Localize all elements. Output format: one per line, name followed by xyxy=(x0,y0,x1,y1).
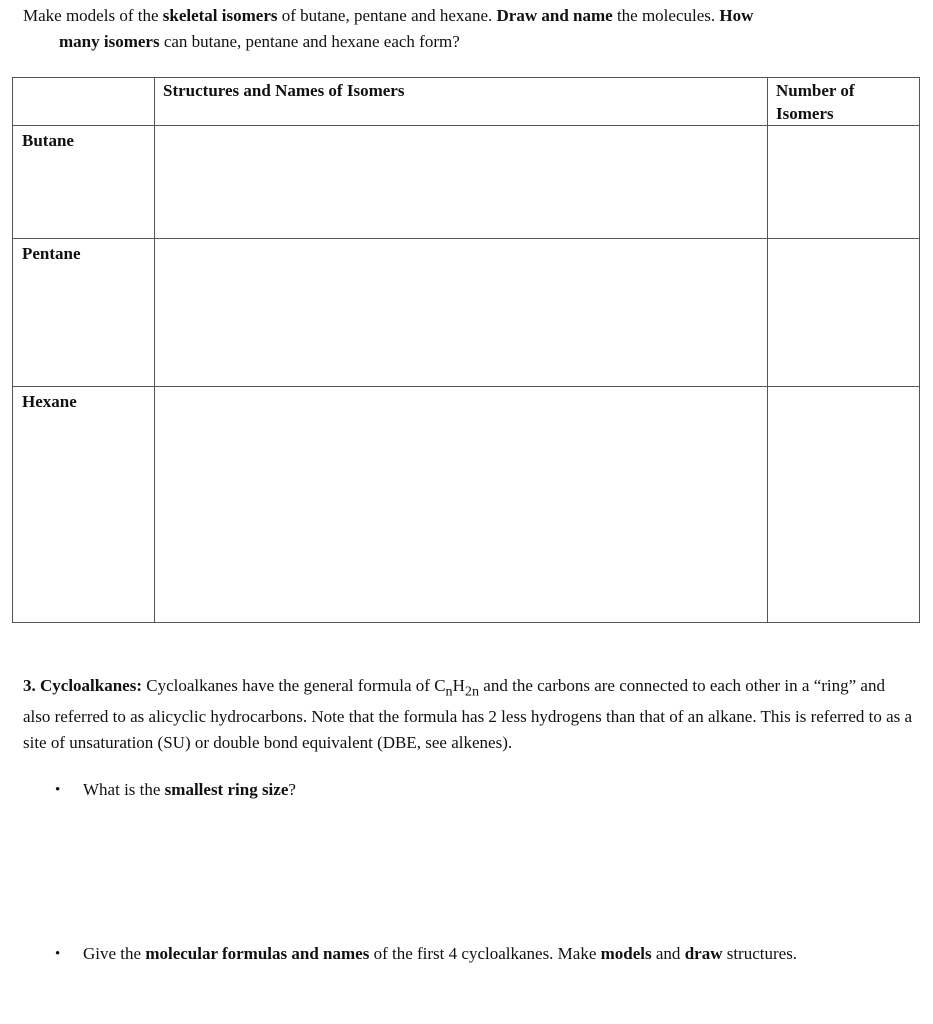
intro-text: the molecules. xyxy=(612,6,720,25)
intro-bold-how: How xyxy=(719,6,754,25)
isomers-table xyxy=(12,77,920,623)
intro-bold-many-isomers: many isomers xyxy=(59,32,160,51)
table-row xyxy=(13,387,920,623)
bullet-icon: • xyxy=(55,782,61,798)
question-first-four-cycloalkanes: • Give the molecular formulas and names of the first 4 cycloalkanes. Make models and draw structures. xyxy=(55,941,875,967)
intro-text: can butane, pentane and hexane each form? xyxy=(159,32,460,51)
header-cell-number: Number of Isomers xyxy=(768,78,920,126)
header-cell-structures: Structures and Names of Isomers xyxy=(155,78,768,126)
table-header-row xyxy=(13,78,920,126)
structures-cell-butane[interactable] xyxy=(155,126,768,239)
intro-bold-skeletal-isomers: skeletal isomers xyxy=(162,6,278,25)
structures-cell-pentane[interactable] xyxy=(155,239,768,387)
intro-text: of butane, pentane and hexane. xyxy=(277,6,497,25)
bullet-icon: • xyxy=(55,946,61,962)
intro-text: Make models of the xyxy=(23,6,163,25)
instructions-paragraph xyxy=(23,3,913,55)
table-row xyxy=(13,239,920,387)
cycloalkanes-heading: 3. Cycloalkanes: xyxy=(23,676,142,695)
question-smallest-ring: • What is the smallest ring size? xyxy=(55,777,875,803)
count-cell-hexane[interactable] xyxy=(768,387,920,623)
row-label-hexane: Hexane xyxy=(13,387,155,623)
table-row xyxy=(13,126,920,239)
count-cell-butane[interactable] xyxy=(768,126,920,239)
row-label-pentane: Pentane xyxy=(13,239,155,387)
row-label-butane: Butane xyxy=(13,126,155,239)
intro-bold-draw-and-name: Draw and name xyxy=(496,6,613,25)
structures-cell-hexane[interactable] xyxy=(155,387,768,623)
count-cell-pentane[interactable] xyxy=(768,239,920,387)
header-cell-blank xyxy=(13,78,155,126)
cycloalkanes-paragraph: 3. Cycloalkanes: Cycloalkanes have the general formula of $C_nH_{2n}$ and the carbons are connected to each other in a “ring” and also referred to as alicyclic hydrocarbons. Note that the formula has 2 less hydrogens than that of an alkane. This is referred to as a site of unsaturation (SU) or double bond equivalent (DBE, see alkenes). xyxy=(23,676,913,753)
